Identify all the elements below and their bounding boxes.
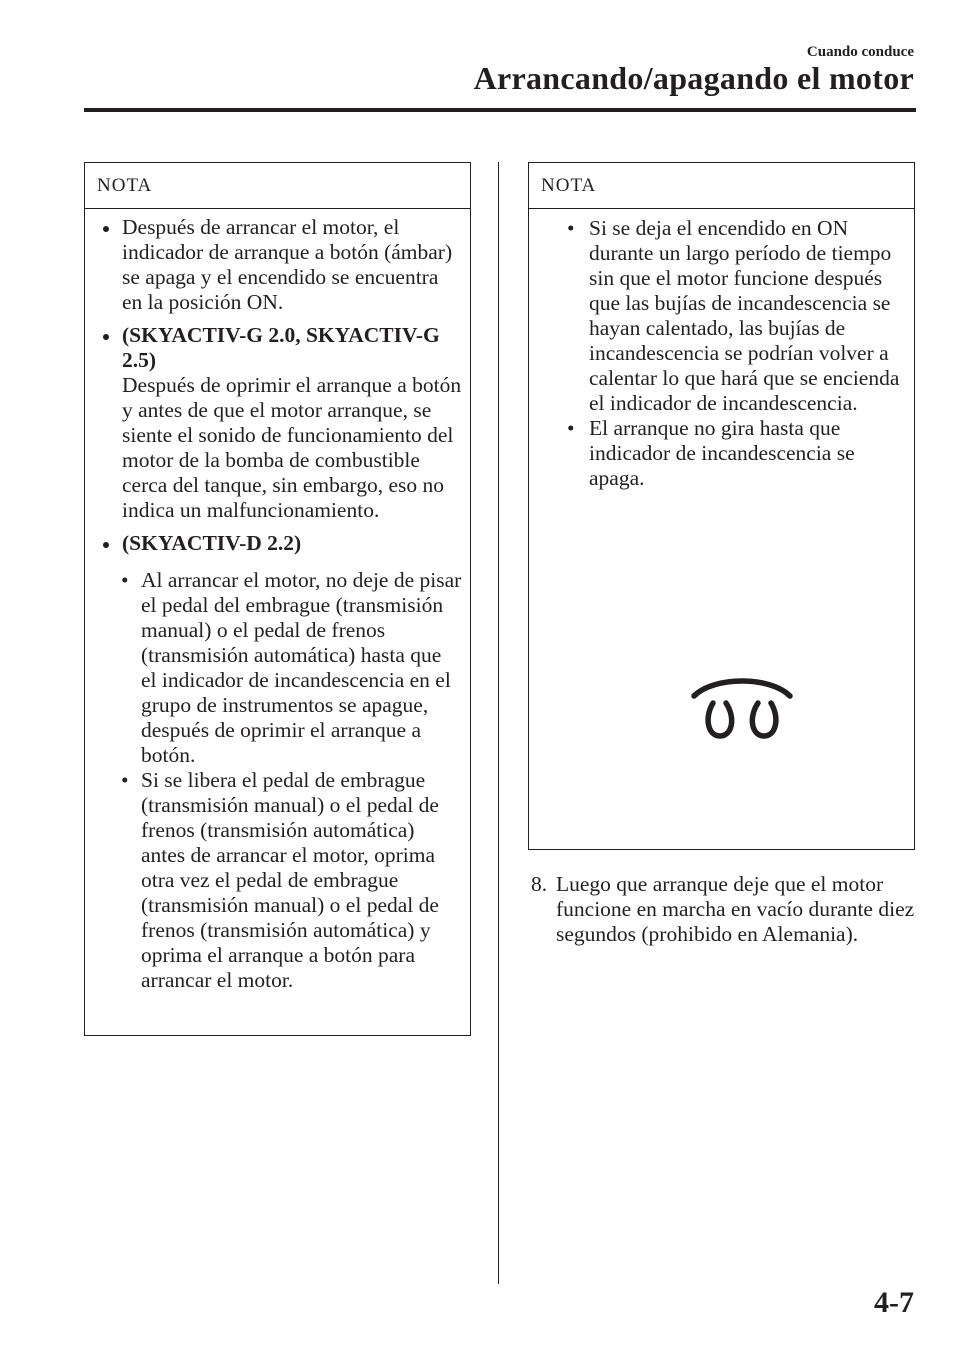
sub-bullet-mark: • [567, 216, 575, 240]
bullet-dot-icon [103, 334, 109, 340]
sub-bullet-mark: • [121, 768, 129, 792]
note-bullet-text: Después de arrancar el motor, el indicador de arranque a botón (ámbar) se apaga y el encendido se encuentra en la posición ON. [122, 215, 453, 314]
note-sub-text: Al arrancar el motor, no deje de pisar el pedal del embrague (transmisión manual) o el pedal de frenos (transmisión automática) hasta que el indicador de incandescencia en el grupo de instrumentos se apague, después de oprimir el arranque a botón. [141, 568, 462, 767]
section-title: Cuando conduce [806, 44, 914, 60]
note-sub-text: Si se libera el pedal de embrague (transmisión manual) o el pedal de frenos (transmisión automática) antes de arrancar el motor, oprima otra vez el pedal de embrague (transmisión manual) o el pedal de frenos (transmisión automática) y oprima el arranque a botón para arrancar el motor. [141, 768, 439, 992]
note-sub-item [539, 216, 906, 416]
note-label: NOTA [529, 163, 914, 209]
bullet-dot-icon [103, 542, 109, 548]
page-number: 4-7 [874, 1286, 914, 1319]
note-sub-text: El arranque no gira hasta que indicador de incandescencia se apaga. [589, 416, 855, 490]
step-8 [531, 872, 921, 947]
note-label: NOTA [85, 163, 470, 209]
note-bullet-heading: (SKYACTIV-D 2.2) [122, 531, 302, 555]
note-sub-item [539, 416, 906, 491]
note-bullet-text: Después de oprimir el arranque a botón y antes de que el motor arranque, se siente el sonido de funcionamiento del motor de la bomba de combustible cerca del tanque, sin embargo, eso no indica un malfuncionamiento. [122, 373, 462, 522]
step-number: 8. [531, 872, 548, 896]
note-sub-item [95, 768, 462, 993]
note-bullet-heading: (SKYACTIV-G 2.0, SKYACTIV-G 2.5) [122, 323, 440, 372]
step-text: Luego que arranque deje que el motor funcione en marcha en vacío durante diez segundos (prohibido en Alemania). [556, 872, 915, 946]
note-box-left [84, 162, 471, 1036]
note-sub-text: Si se deja el encendido en ON durante un largo período de tiempo sin que el motor funcione después que las bujías de incandescencia se hayan calentado, las bujías de incandescencia se podrían volver a calentar lo que hará que se encienda el indicador de incandescencia. [589, 216, 900, 415]
note-bullet [95, 531, 462, 556]
sub-bullet-mark: • [121, 568, 129, 592]
bullet-dot-icon [103, 226, 109, 232]
note-body [529, 209, 914, 491]
page-title: Arrancando/apagando el motor [473, 60, 914, 96]
note-body [85, 209, 470, 993]
column-divider [498, 162, 499, 1284]
note-bullet [95, 215, 462, 315]
sub-bullet-mark: • [567, 416, 575, 440]
header-rule [84, 108, 916, 112]
note-box-right [528, 162, 915, 850]
glow-plug-indicator-icon [690, 670, 794, 742]
note-bullet [95, 323, 462, 523]
note-sub-item [95, 568, 462, 768]
